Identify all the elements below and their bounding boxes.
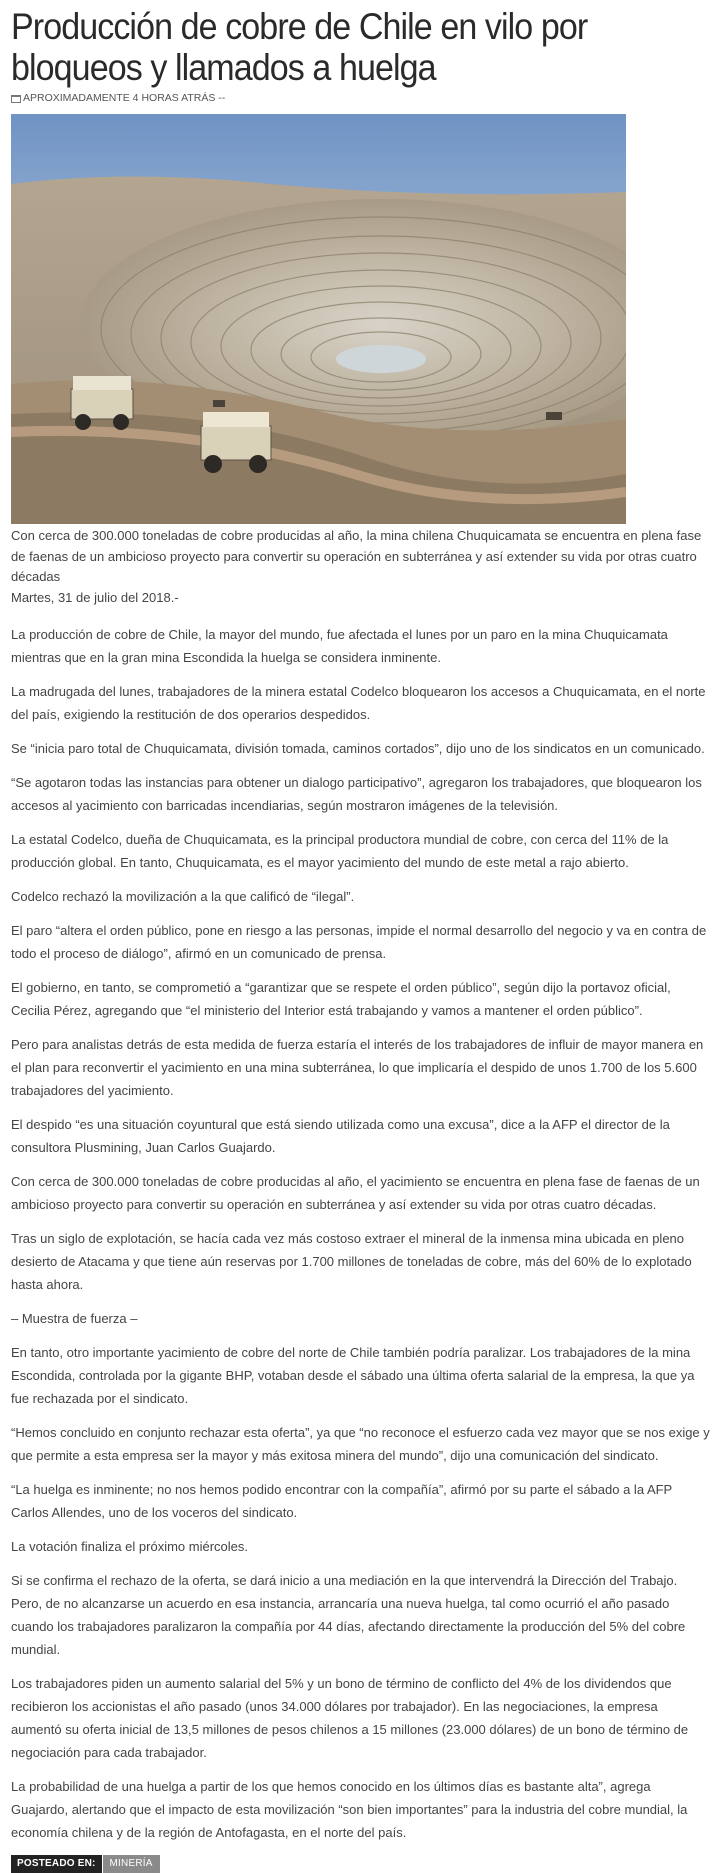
paragraph: La probabilidad de una huelga a partir de los que hemos conocido en los últimos días es bastante alta”, agrega Guajardo, alertando que el impacto de esta movilización “son bien importantes” para la industria del cobre mundial, la economía chilena y de la región de Antofagasta, en el norte del país.: [11, 1779, 688, 1840]
posted-in-label: POSTEADO EN:: [11, 1855, 102, 1873]
tags-bar: [11, 1855, 712, 1873]
article-body: [11, 623, 712, 1844]
calendar-icon: [11, 95, 21, 103]
paragraph: El paro “altera el orden público, pone en riesgo a las personas, impide el normal desarrollo del negocio y va en contra de todo el proceso de diálogo”, afirmó en un comunicado de prensa.: [11, 923, 707, 961]
mine-photo: [11, 114, 626, 524]
paragraph: Tras un siglo de explotación, se hacía cada vez más costoso extraer el mineral de la inmensa mina ubicada en pleno desierto de Atacama y que tiene aún reservas por 1.700 millones de toneladas de cobre, más del 60% de lo explotado hasta ahora.: [11, 1231, 692, 1292]
paragraph: Se “inicia paro total de Chuquicamata, división tomada, caminos cortados”, dijo uno de los sindicatos en un comunicado.: [11, 741, 705, 756]
paragraph: La producción de cobre de Chile, la mayor del mundo, fue afectada el lunes por un paro en la mina Chuquicamata mientras que en la gran mina Escondida la huelga se considera inminente.: [11, 627, 668, 665]
dateline: Martes, 31 de julio del 2018.-: [11, 589, 179, 605]
paragraph: La estatal Codelco, dueña de Chuquicamata, es la principal productora mundial de cobre, con cerca del 11% de la producción global. En tanto, Chuquicamata, es el mayor yacimiento del mundo de este metal a rajo abierto.: [11, 832, 669, 870]
photo-caption: [11, 526, 711, 608]
paragraph: La madrugada del lunes, trabajadores de la minera estatal Codelco bloquearon los accesos a Chuquicamata, en el norte del país, exigiendo la restitución de dos operarios despedidos.: [11, 684, 706, 722]
paragraph: Codelco rechazó la movilización a la que calificó de “ilegal”.: [11, 889, 355, 904]
paragraph: En tanto, otro importante yacimiento de cobre del norte de Chile también podría paralizar. Los trabajadores de la mina Escondida, controlada por la gigante BHP, votaban desde el sábado una última oferta salarial de la empresa, la que ya fue rechazada por el sindicato.: [11, 1345, 695, 1406]
paragraph: “La huelga es inminente; no nos hemos podido encontrar con la compañía”, afirmó por su parte el sábado a la AFP Carlos Allendes, uno de los voceros del sindicato.: [11, 1482, 672, 1520]
paragraph: Si se confirma el rechazo de la oferta, se dará inicio a una mediación en la que intervendrá la Dirección del Trabajo. Pero, de no alcanzarse un acuerdo en esa instancia, arrancaría una nueva huelga, tal como ocurrió el año pasado cuando los trabajadores paralizaron la compañía por 44 días, afectando directamente la producción del 5% del cobre mundial.: [11, 1573, 686, 1657]
paragraph: “Se agotaron todas las instancias para obtener un dialogo participativo”, agregaron los trabajadores, que bloquearon los accesos al yacimiento con barricadas incendiarias, según mostraron imágenes de la televisión.: [11, 775, 702, 813]
article-meta: [11, 92, 712, 105]
paragraph: “Hemos concluido en conjunto rechazar esta oferta”, ya que “no reconoce el esfuerzo cada vez mayor que se nos exige y que permite a esta empresa ser la mayor y más exitosa minera del mundo”, dijo una comunicación del sindicato.: [11, 1425, 710, 1463]
article-timestamp: APROXIMADAMENTE 4 HORAS ATRÁS --: [23, 92, 226, 104]
paragraph: La votación finaliza el próximo miércoles.: [11, 1539, 248, 1554]
paragraph: El gobierno, en tanto, se comprometió a “garantizar que se respete el orden público”, según dijo la portavoz oficial, Cecilia Pérez, agregando que “el ministerio del Interior está trabajando y vamos a mantener el orden público”.: [11, 980, 671, 1018]
paragraph: Los trabajadores piden un aumento salarial del 5% y un bono de término de conflicto del 4% de los dividendos que recibieron los accionistas el año pasado (unos 34.000 dólares por trabajador). En las negociaciones, la empresa aumentó su oferta inicial de 13,5 millones de pesos chilenos a 15 millones (23.000 dólares) de un bono de término de negociación para cada trabajador.: [11, 1676, 689, 1760]
caption-text: Con cerca de 300.000 toneladas de cobre producidas al año, la mina chilena Chuquicamata se encuentra en plena fase de faenas de un ambicioso proyecto para convertir su operación en subterránea y así extender su vida por otras cuatro décadas: [11, 528, 702, 584]
section-subheading: – Muestra de fuerza –: [11, 1311, 138, 1326]
article-title: Producción de cobre de Chile en vilo por bloqueos y llamados a huelga: [11, 6, 588, 88]
paragraph: Pero para analistas detrás de esta medida de fuerza estaría el interés de los trabajadores de influir de mayor manera en el plan para reconvertir el yacimiento en una mina subterránea, lo que implicaría el despido de unos 1.700 de los 5.600 trabajadores del yacimiento.: [11, 1037, 704, 1098]
paragraph: El despido “es una situación coyuntural que está siendo utilizada como una excusa”, dice a la AFP el director de la consultora Plusmining, Juan Carlos Guajardo.: [11, 1117, 670, 1155]
paragraph: Con cerca de 300.000 toneladas de cobre producidas al año, el yacimiento se encuentra en plena fase de faenas de un ambicioso proyecto para convertir su operación en subterránea y así extender su vida por otras cuatro décadas.: [11, 1174, 700, 1212]
tag-mineria[interactable]: MINERÍA: [103, 1855, 160, 1873]
